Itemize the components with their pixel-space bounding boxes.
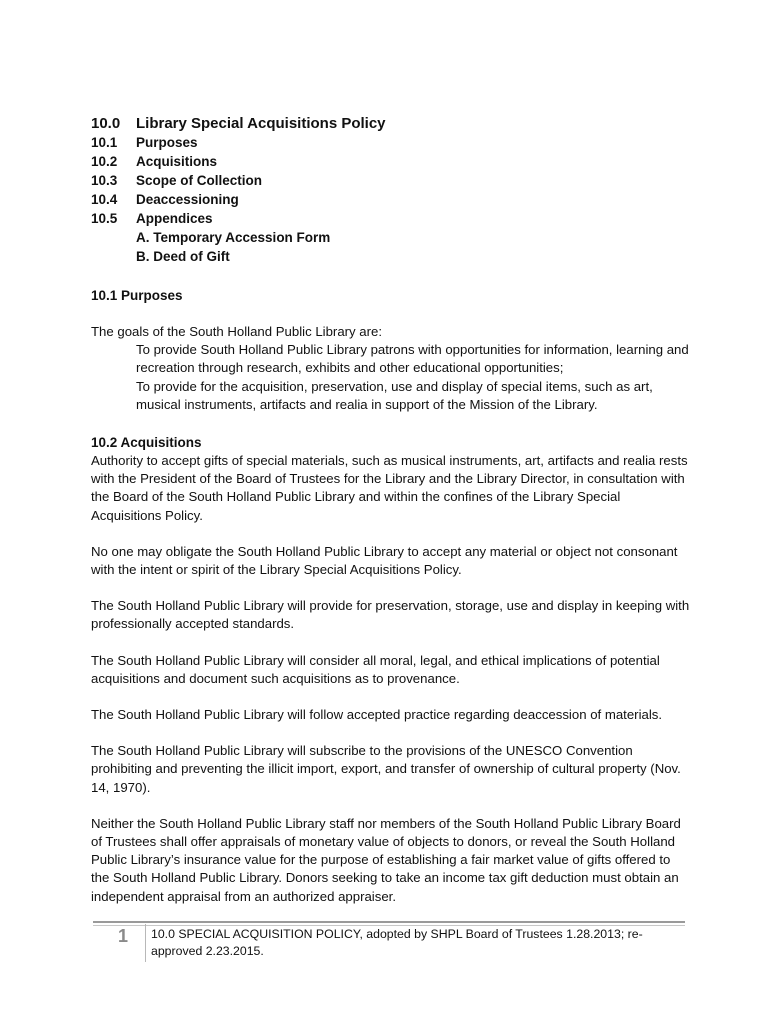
footer-divider-line	[93, 921, 685, 923]
toc-item-label: Deaccessioning	[136, 192, 239, 207]
toc-item	[91, 152, 386, 171]
table-of-contents	[91, 114, 386, 266]
paragraph: Neither the South Holland Public Library staff nor members of the South Holland Public Library Board of Trustees shall offer appraisals of monetary value of objects to donors, or reveal the South Holland Public Library’s insurance value for the purpose of establishing a fair market value of gifts offered to the South Holland Public Library. Donors seeking to take an income tax gift deduction must obtain an independent appraisal from an authorized appraiser.	[91, 815, 681, 904]
section-heading: 10.2 Acquisitions	[91, 435, 202, 450]
page-number: 1	[118, 926, 129, 946]
toc-item	[91, 171, 386, 190]
paragraph: Authority to accept gifts of special materials, such as musical instruments, art, artifacts and realia rests with the President of the Board of Trustees for the Library and the Library Director, in consultation with the Board of the South Holland Public Library and within the confines of the Library Special Acquisitions Policy.	[91, 453, 688, 523]
footer-text: 10.0 SPECIAL ACQUISITION POLICY, adopted by SHPL Board of Trustees 1.28.2013; re-approved 2.23.2015.	[151, 927, 643, 958]
toc-item-number: 10.5	[91, 211, 118, 226]
paragraph: The South Holland Public Library will consider all moral, legal, and ethical implications of potential acquisitions and document such acquisitions as to provenance.	[91, 652, 660, 686]
toc-item-label: Scope of Collection	[136, 173, 263, 188]
paragraph: The South Holland Public Library will provide for preservation, storage, use and display in keeping with professionally accepted standards.	[91, 598, 690, 632]
toc-item	[91, 209, 386, 228]
goal-item: To provide South Holland Public Library patrons with opportunities for information, learning and recreation through research, exhibits and other educational opportunities;	[136, 342, 689, 376]
purposes-section	[91, 287, 691, 414]
toc-item	[91, 114, 386, 133]
toc-item-number: 10.3	[91, 173, 118, 188]
section-heading: 10.1 Purposes	[91, 288, 183, 303]
toc-item-label: Purposes	[136, 135, 198, 150]
toc-appendix-item: A. Temporary Accession Form	[136, 230, 331, 245]
document-title: Library Special Acquisitions Policy	[136, 115, 386, 132]
acquisitions-section	[91, 434, 691, 906]
toc-item-number: 10.0	[91, 115, 121, 132]
toc-item	[91, 133, 386, 152]
paragraph: The South Holland Public Library will subscribe to the provisions of the UNESCO Convention prohibiting and preventing the illicit import, export, and transfer of ownership of cultural property (Nov. 14, 1970).	[91, 743, 681, 795]
toc-item-number: 10.1	[91, 135, 118, 150]
goal-item: To provide for the acquisition, preservation, use and display of special items, such as art, musical instruments, artifacts and realia in support of the Mission of the Library.	[136, 378, 653, 412]
paragraph: The goals of the South Holland Public Library are:	[91, 324, 383, 339]
toc-item-number: 10.4	[91, 192, 118, 207]
toc-item	[91, 190, 386, 209]
footer-vertical-divider	[145, 924, 146, 962]
toc-item-label: Acquisitions	[136, 154, 218, 169]
toc-appendix-item: B. Deed of Gift	[136, 249, 230, 264]
toc-item-number: 10.2	[91, 154, 118, 169]
toc-item-label: Appendices	[136, 211, 213, 226]
paragraph: The South Holland Public Library will follow accepted practice regarding deaccession of materials.	[91, 707, 663, 723]
paragraph: No one may obligate the South Holland Public Library to accept any material or object not consonant with the intent or spirit of the Library Special Acquisitions Policy.	[91, 543, 678, 578]
